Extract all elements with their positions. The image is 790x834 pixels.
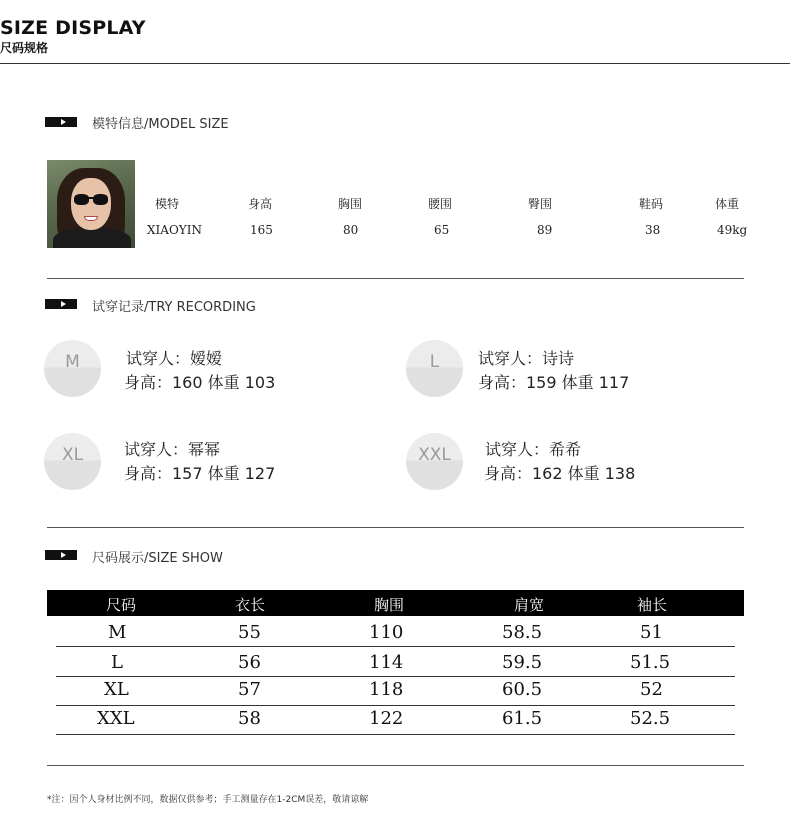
tester-name: 试穿人：幂幂 (124, 440, 221, 459)
row-divider (56, 646, 735, 647)
tester-name: 试穿人：希希 (485, 440, 582, 459)
model-header-waist: 腰围 (428, 197, 453, 211)
model-value-bust: 80 (343, 223, 359, 237)
cell-size: XXL (97, 708, 135, 729)
col-header-size: 尺码 (106, 596, 137, 614)
row-divider (56, 676, 735, 677)
model-header-shoe: 鞋码 (639, 197, 664, 211)
model-value-weight: 49kg (717, 223, 748, 237)
cell-length: 55 (238, 622, 261, 643)
model-value-height: 165 (250, 223, 273, 237)
col-header-shoulder: 肩宽 (514, 596, 545, 614)
section-marker-icon (45, 550, 77, 560)
tester-stats: 身高：159 体重 117 (478, 373, 630, 392)
col-header-bust: 胸围 (374, 596, 405, 614)
cell-size: M (108, 622, 127, 643)
size-table-header (47, 590, 744, 616)
page-title: SIZE DISPLAY (0, 17, 146, 39)
cell-sleeve: 51.5 (630, 652, 671, 673)
section-marker-icon (45, 117, 77, 127)
section-marker-icon (45, 299, 77, 309)
size-circle-m (44, 340, 101, 397)
cell-sleeve: 52.5 (630, 708, 671, 729)
model-value-shoe: 38 (645, 223, 661, 237)
model-value-hip: 89 (537, 223, 553, 237)
cell-sleeve: 51 (640, 622, 663, 643)
size-section-title: 尺码展示/SIZE SHOW (92, 551, 223, 566)
cell-bust: 118 (369, 679, 404, 700)
size-circle-xl (44, 433, 101, 490)
tester-stats: 身高：160 体重 103 (124, 373, 276, 392)
model-header-bust: 胸围 (338, 197, 363, 211)
section-divider (47, 527, 744, 528)
header-divider (0, 63, 790, 64)
col-header-sleeve: 袖长 (637, 596, 668, 614)
tester-stats: 身高：157 体重 127 (124, 464, 276, 483)
size-circle-label: M (65, 352, 80, 372)
model-value-waist: 65 (434, 223, 450, 237)
size-circle-label: XXL (418, 445, 451, 465)
row-divider (56, 734, 735, 735)
cell-bust: 114 (369, 652, 404, 673)
cell-length: 56 (238, 652, 261, 673)
tester-stats: 身高：162 体重 138 (484, 464, 636, 483)
model-header-weight: 体重 (715, 197, 740, 211)
model-photo (47, 160, 135, 248)
size-circle-label: XL (61, 445, 84, 465)
cell-shoulder: 60.5 (502, 679, 543, 700)
cell-sleeve: 52 (640, 679, 663, 700)
size-circle-l (406, 340, 463, 397)
cell-bust: 110 (369, 622, 404, 643)
try-section-title: 试穿记录/TRY RECORDING (92, 300, 256, 315)
footnote: *注：因个人身材比例不同，数据仅供参考；手工测量存在1-2CM误差，敬请谅解 (47, 795, 369, 805)
model-header-name: 模特 (155, 197, 180, 211)
section-divider (47, 278, 744, 279)
cell-length: 58 (238, 708, 261, 729)
cell-shoulder: 61.5 (502, 708, 543, 729)
page-subtitle: 尺码规格 (0, 41, 49, 55)
model-header-hip: 臀围 (528, 197, 553, 211)
model-header-height: 身高 (248, 197, 273, 211)
model-value-name: XIAOYIN (147, 223, 202, 237)
cell-size: L (111, 652, 123, 673)
col-header-length: 衣长 (235, 596, 266, 614)
cell-shoulder: 58.5 (502, 622, 543, 643)
size-circle-xxl (406, 433, 463, 490)
model-section-title: 模特信息/MODEL SIZE (92, 117, 229, 132)
cell-size: XL (104, 679, 129, 700)
cell-bust: 122 (369, 708, 404, 729)
size-circle-label: L (429, 352, 440, 372)
cell-shoulder: 59.5 (502, 652, 543, 673)
section-divider (47, 765, 744, 766)
cell-length: 57 (238, 679, 261, 700)
tester-name: 试穿人：诗诗 (478, 349, 575, 368)
row-divider (56, 705, 735, 706)
tester-name: 试穿人：嫒嫒 (126, 349, 223, 368)
